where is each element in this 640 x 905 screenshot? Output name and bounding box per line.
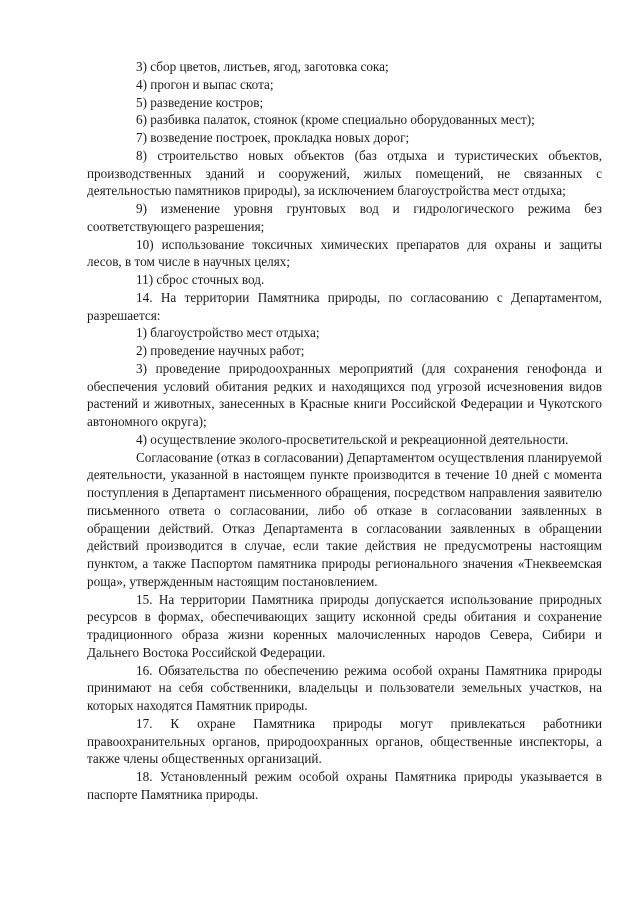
list-item-3-flower-collection: 3) сбор цветов, листьев, ягод, заготовка сока;	[136, 59, 389, 74]
clause-16: 16. Обязательства по обеспечению режима особой охраны Памятника природы принимают на себя собственники, владельцы и пользователи земельных участков, на которых находятся Памятник природы.	[87, 662, 602, 713]
clause-17: 17. К охране Памятника природы могут привлекаться работники правоохранительных органов, природоохранных органов, общественные инспекторы, а также члены общественных организаций.	[87, 715, 602, 767]
list-item-7-construction: 7) возведение построек, прокладка новых дорог;	[136, 130, 410, 145]
allowed-item-4: 4) осуществление эколого-просветительской и рекреационной деятельности.	[136, 431, 569, 447]
clause-14: 14. На территории Памятника природы, по согласованию с Департаментом, разрешается:	[87, 289, 602, 323]
allowed-item-1: 1) благоустройство мест отдыха;	[136, 325, 320, 341]
list-item-6-tents: 6) разбивка палаток, стоянок (кроме специально оборудованных мест);	[136, 112, 535, 128]
document-body	[87, 58, 602, 804]
allowed-item-3: 3) проведение природоохранных мероприятий (для сохранения генофонда и обеспечения условий обитания редких и находящихся под угрозой исчезновения видов растений и животных, занесенных в Красные книги Российской Федерации и Чукотского автономного округа);	[87, 360, 602, 429]
list-item-8-new-objects: 8) строительство новых объектов (баз отдыха и туристических объектов, производственных зданий и сооружений, жилых помещений, не связанных с деятельностью памятников природы), за исключением благоустройства мест отдыха;	[87, 147, 602, 199]
list-item-5-campfires: 5) разведение костров;	[136, 94, 264, 110]
list-item-4-grazing: 4) прогон и выпас скота;	[136, 76, 274, 92]
clause-18: 18. Установленный режим особой охраны Памятника природы указывается в паспорте Памятника природы.	[87, 769, 602, 802]
allowed-item-2: 2) проведение научных работ;	[136, 343, 305, 358]
list-item-10-chemicals: 10) использование токсичных химических препаратов для охраны и защиты лесов, в том числе в научных целях;	[87, 236, 602, 270]
list-item-9-groundwater: 9) изменение уровня грунтовых вод и гидрологического режима без соответствующего разрешения;	[87, 201, 602, 234]
list-item-11-wastewater: 11) сброс сточных вод.	[136, 272, 265, 287]
approval-paragraph: Согласование (отказ в согласовании) Департаментом осуществления планируемой деятельности, указанной в настоящем пункте производится в течение 10 дней с момента поступления в Департамент письменного обращения, посредством направления заявителю письменного ответа о согласовании, либо об отказе в согласовании заявленных в обращении действий. Отказ Департамента в согласовании заявленных в обращении действий производится в случае, если такие действия не предусмотрены настоящим пунктом, а также Паспортом памятника природы регионального значения «Тнеквеемская роща», утвержденным настоящим постановлением.	[87, 449, 602, 589]
clause-15: 15. На территории Памятника природы допускается использование природных ресурсов в формах, обеспечивающих защиту исконной среды обитания и сохранение традиционного образа жизни коренных малочисленных народов Севера, Сибири и Дальнего Востока Российской Федерации.	[87, 591, 602, 660]
